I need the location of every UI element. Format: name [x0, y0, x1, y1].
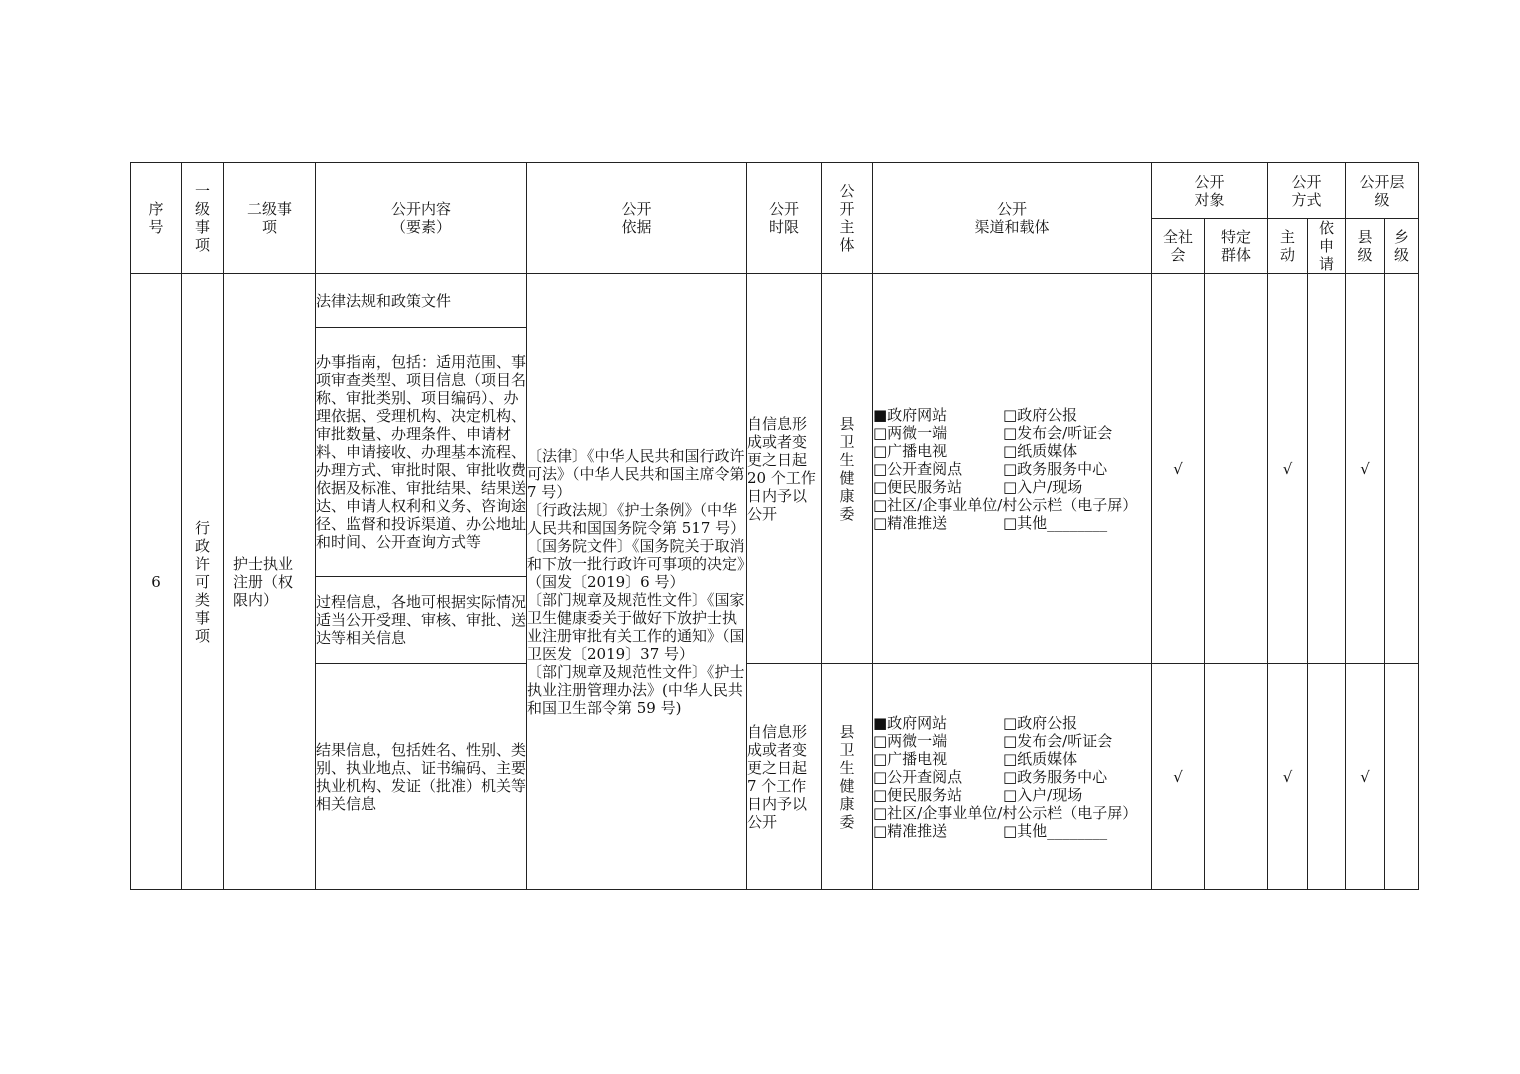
- channel-paper: □纸质媒体: [1003, 441, 1078, 460]
- channel-community: □社区/企事业单位/村公示栏（电子屏）: [873, 495, 1138, 514]
- header-basis: 公开 依据: [527, 163, 747, 274]
- row-level2: 护士执业注册（权限内）: [224, 274, 316, 890]
- mode-active-2: √: [1268, 664, 1308, 890]
- channels-2: [873, 664, 1152, 890]
- header-row-1: [131, 163, 1419, 219]
- content-process: 过程信息，各地可根据实际情况适当公开受理、审核、审批、送达等相关信息: [316, 577, 527, 664]
- header-subject: 公开主体: [822, 163, 873, 274]
- channel-onsite: □入户/现场: [1003, 785, 1083, 804]
- channel-press-conf: □发布会/听证会: [1003, 731, 1113, 750]
- mode-request-2: [1308, 664, 1346, 890]
- channel-service-station: □便民服务站: [873, 477, 963, 496]
- header-target: 公开 对象: [1152, 163, 1268, 219]
- disclosure-table: [130, 162, 1419, 890]
- channels-1: [873, 274, 1152, 664]
- target-all-1: √: [1152, 274, 1205, 664]
- channel-two-micro: □两微一端: [873, 423, 948, 442]
- subject-1: 县卫生健康委: [822, 274, 873, 664]
- row-seq: 6: [131, 274, 182, 890]
- channel-two-micro: □两微一端: [873, 731, 948, 750]
- channel-reading-point: □公开查阅点: [873, 459, 963, 478]
- mode-request-1: [1308, 274, 1346, 664]
- channel-gov-bulletin: □政府公报: [1003, 405, 1078, 424]
- channel-paper: □纸质媒体: [1003, 749, 1078, 768]
- channel-service-station: □便民服务站: [873, 785, 963, 804]
- header-level2: 二级事项: [224, 163, 316, 274]
- channel-precise: □精准推送: [873, 821, 948, 840]
- target-specific-2: [1205, 664, 1268, 890]
- level-county-1: √: [1346, 274, 1385, 664]
- channel-precise: □精准推送: [873, 513, 948, 532]
- level-township-1: [1385, 274, 1419, 664]
- channel-gov-site: ■政府网站: [873, 713, 948, 732]
- timelimit-2: 自信息形成或者变更之日起 7 个工作日内予以公开: [747, 664, 822, 890]
- row-basis: 〔法律〕《中华人民共和国行政许可法》（中华人民共和国主席令第 7 号） 〔行政法规〕《护士条例》（中华人民共和国国务院令第 517 号） 〔国务院文件〕《国务院关于取消和下放一批行政许可事项的决定》（国发〔2019〕6 号） 〔部门规章及规范性文件〕《国家卫生健康委关于做好下放护士执业注册审批有关工作的通知》（国卫医发〔2019〕37 号） 〔部门规章及规范性文件〕《护士执业注册管理办法》(中华人民共和国卫生部令第 59 号): [527, 274, 747, 890]
- content-guide: 办事指南，包括：适用范围、事项审查类型、项目信息（项目名称、审批类别、项目编码）、办理依据、受理机构、决定机构、审批数量、办理条件、申请材料、申请接收、办理基本流程、办理方式、审批时限、审批收费依据及标准、审批结果、结果送达、申请人权利和义务、咨询途径、监督和投诉渠道、办公地址和时间、公开查询方式等: [316, 328, 527, 577]
- target-all-2: √: [1152, 664, 1205, 890]
- header-mode-active: 主动: [1268, 219, 1308, 274]
- level-township-2: [1385, 664, 1419, 890]
- header-level-township: 乡 级: [1385, 219, 1419, 274]
- header-target-specific: 特定 群体: [1205, 219, 1268, 274]
- header-level: 公开层 级: [1346, 163, 1419, 219]
- header-timelimit: 公开 时限: [747, 163, 822, 274]
- content-result: 结果信息，包括姓名、性别、类别、执业地点、证书编码、主要执业机构、发证（批准）机关等相关信息: [316, 664, 527, 890]
- channel-gov-site: ■政府网站: [873, 405, 948, 424]
- header-mode: 公开 方式: [1268, 163, 1346, 219]
- channel-service-center: □政务服务中心: [1003, 459, 1108, 478]
- channel-press-conf: □发布会/听证会: [1003, 423, 1113, 442]
- header-level1: 一级事项: [182, 163, 224, 274]
- subject-2: 县卫生健康委: [822, 664, 873, 890]
- header-mode-request: 依申请: [1308, 219, 1346, 274]
- header-content: 公开内容 （要素）: [316, 163, 527, 274]
- channel-other: □其他________: [1003, 513, 1108, 532]
- mode-active-1: √: [1268, 274, 1308, 664]
- channel-service-center: □政务服务中心: [1003, 767, 1108, 786]
- header-target-all: 全社 会: [1152, 219, 1205, 274]
- target-specific-1: [1205, 274, 1268, 664]
- channel-onsite: □入户/现场: [1003, 477, 1083, 496]
- channel-reading-point: □公开查阅点: [873, 767, 963, 786]
- channel-community: □社区/企事业单位/村公示栏（电子屏）: [873, 803, 1138, 822]
- row-level1: 行政许可类事项: [182, 274, 224, 890]
- level-county-2: √: [1346, 664, 1385, 890]
- header-channel: 公开 渠道和载体: [873, 163, 1152, 274]
- channel-broadcast: □广播电视: [873, 749, 948, 768]
- table-row: [131, 274, 1419, 328]
- content-laws: 法律法规和政策文件: [316, 274, 527, 328]
- timelimit-1: 自信息形成或者变更之日起 20 个工作日内予以公开: [747, 274, 822, 664]
- header-seq: 序号: [131, 163, 182, 274]
- table-row: [131, 664, 1419, 890]
- channel-broadcast: □广播电视: [873, 441, 948, 460]
- channel-other: □其他________: [1003, 821, 1108, 840]
- channel-gov-bulletin: □政府公报: [1003, 713, 1078, 732]
- header-level-county: 县 级: [1346, 219, 1385, 274]
